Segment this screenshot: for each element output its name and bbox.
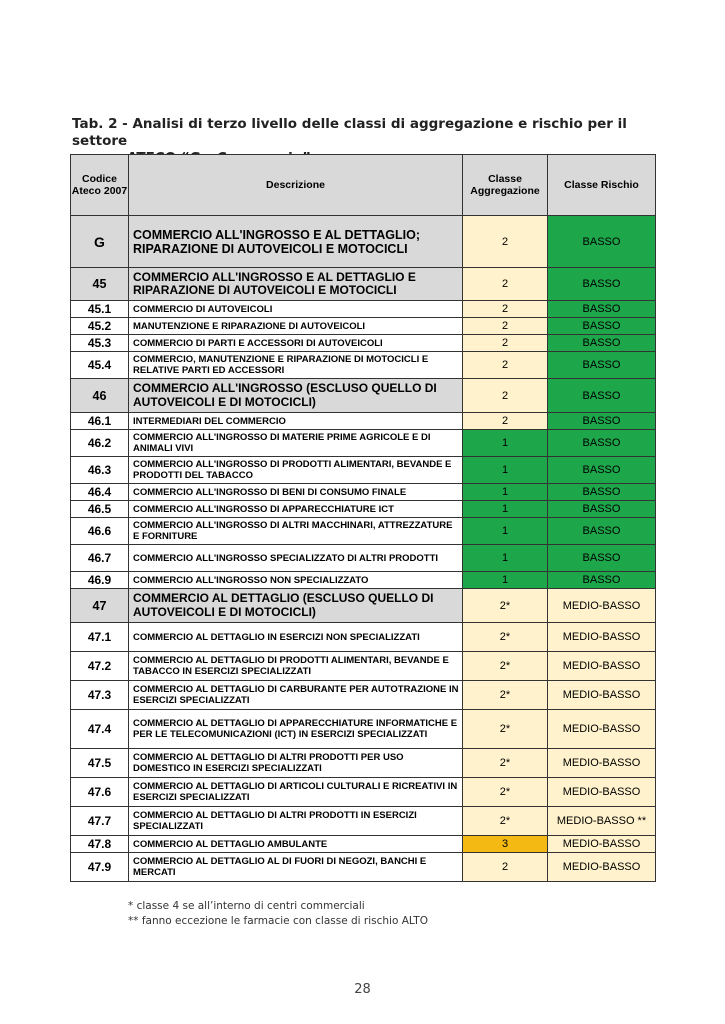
description-cell: COMMERCIO AL DETTAGLIO AL DI FUORI DI NEGOZI, BANCHI E MERCATI <box>129 853 463 882</box>
page-number: 28 <box>354 982 371 997</box>
ateco-code-cell: 47.1 <box>71 623 129 652</box>
description-cell: COMMERCIO AL DETTAGLIO DI PRODOTTI ALIMENTARI, BEVANDE E TABACCO IN ESERCIZI SPECIALIZZATI <box>129 652 463 681</box>
header-code: Codice Ateco 2007 <box>71 155 129 216</box>
table-header-row <box>71 155 656 216</box>
table-row <box>71 501 656 518</box>
table-row <box>71 853 656 882</box>
aggregation-class-cell: 2* <box>463 778 548 807</box>
ateco-code-cell: 47.2 <box>71 652 129 681</box>
table-row <box>71 268 656 301</box>
description-cell: COMMERCIO ALL'INGROSSO E AL DETTAGLIO; RIPARAZIONE DI AUTOVEICOLI E MOTOCICLI <box>129 216 463 268</box>
risk-class-cell: BASSO <box>548 457 656 484</box>
ateco-code-cell: 46.3 <box>71 457 129 484</box>
description-cell: COMMERCIO DI PARTI E ACCESSORI DI AUTOVEICOLI <box>129 335 463 352</box>
footnote-2: ** fanno eccezione le farmacie con classe di rischio ALTO <box>128 915 428 927</box>
description-cell: COMMERCIO AL DETTAGLIO IN ESERCIZI NON SPECIALIZZATI <box>129 623 463 652</box>
ateco-code-cell: 47.3 <box>71 681 129 710</box>
table-row <box>71 807 656 836</box>
aggregation-class-cell: 2 <box>463 352 548 379</box>
ateco-code-cell: 45.4 <box>71 352 129 379</box>
ateco-code-cell: 47.9 <box>71 853 129 882</box>
aggregation-class-cell: 2 <box>463 268 548 301</box>
ateco-code-cell: 46 <box>71 379 129 413</box>
risk-class-cell: BASSO <box>548 484 656 501</box>
header-risk: Classe Rischio <box>548 155 656 216</box>
risk-class-cell: BASSO <box>548 335 656 352</box>
description-cell: INTERMEDIARI DEL COMMERCIO <box>129 413 463 430</box>
header-aggregation: Classe Aggregazione <box>463 155 548 216</box>
description-cell: COMMERCIO AL DETTAGLIO AMBULANTE <box>129 836 463 853</box>
risk-class-cell: MEDIO-BASSO ** <box>548 807 656 836</box>
table-row <box>71 484 656 501</box>
aggregation-class-cell: 2* <box>463 623 548 652</box>
aggregation-class-cell: 1 <box>463 430 548 457</box>
aggregation-class-cell: 1 <box>463 572 548 589</box>
ateco-code-cell: 45.3 <box>71 335 129 352</box>
ateco-code-cell: 47.6 <box>71 778 129 807</box>
table-row <box>71 681 656 710</box>
ateco-code-cell: 47.8 <box>71 836 129 853</box>
description-cell: COMMERCIO ALL'INGROSSO NON SPECIALIZZATO <box>129 572 463 589</box>
aggregation-class-cell: 2 <box>463 301 548 318</box>
aggregation-class-cell: 2* <box>463 652 548 681</box>
aggregation-class-cell: 2* <box>463 710 548 749</box>
ateco-code-cell: 46.2 <box>71 430 129 457</box>
ateco-code-cell: G <box>71 216 129 268</box>
aggregation-class-cell: 2* <box>463 681 548 710</box>
description-cell: COMMERCIO ALL'INGROSSO DI APPARECCHIATURE ICT <box>129 501 463 518</box>
risk-class-cell: BASSO <box>548 216 656 268</box>
description-cell: COMMERCIO ALL'INGROSSO DI PRODOTTI ALIMENTARI, BEVANDE E PRODOTTI DEL TABACCO <box>129 457 463 484</box>
ateco-code-cell: 46.4 <box>71 484 129 501</box>
description-cell: COMMERCIO AL DETTAGLIO DI ALTRI PRODOTTI IN ESERCIZI SPECIALIZZATI <box>129 807 463 836</box>
table-row <box>71 778 656 807</box>
risk-class-cell: BASSO <box>548 379 656 413</box>
aggregation-class-cell: 1 <box>463 484 548 501</box>
aggregation-class-cell: 2* <box>463 807 548 836</box>
table-row <box>71 710 656 749</box>
aggregation-class-cell: 2 <box>463 853 548 882</box>
risk-class-cell: BASSO <box>548 430 656 457</box>
risk-class-cell: BASSO <box>548 545 656 572</box>
ateco-code-cell: 47.7 <box>71 807 129 836</box>
aggregation-class-cell: 2 <box>463 335 548 352</box>
description-cell: COMMERCIO ALL'INGROSSO DI MATERIE PRIME AGRICOLE E DI ANIMALI VIVI <box>129 430 463 457</box>
table-row <box>71 352 656 379</box>
table-row <box>71 652 656 681</box>
description-cell: COMMERCIO ALL'INGROSSO DI ALTRI MACCHINARI, ATTREZZATURE E FORNITURE <box>129 518 463 545</box>
description-cell: COMMERCIO AL DETTAGLIO DI CARBURANTE PER AUTOTRAZIONE IN ESERCIZI SPECIALIZZATI <box>129 681 463 710</box>
ateco-code-cell: 46.7 <box>71 545 129 572</box>
aggregation-class-cell: 2 <box>463 379 548 413</box>
aggregation-class-cell: 2 <box>463 318 548 335</box>
table-row <box>71 836 656 853</box>
ateco-code-cell: 46.9 <box>71 572 129 589</box>
description-cell: MANUTENZIONE E RIPARAZIONE DI AUTOVEICOLI <box>129 318 463 335</box>
table-row <box>71 430 656 457</box>
ateco-code-cell: 46.1 <box>71 413 129 430</box>
risk-class-cell: MEDIO-BASSO <box>548 836 656 853</box>
risk-class-cell: BASSO <box>548 352 656 379</box>
ateco-code-cell: 45 <box>71 268 129 301</box>
ateco-code-cell: 46.5 <box>71 501 129 518</box>
aggregation-class-cell: 1 <box>463 545 548 572</box>
aggregation-class-cell: 2* <box>463 749 548 778</box>
description-cell: COMMERCIO AL DETTAGLIO DI ARTICOLI CULTURALI E RICREATIVI IN ESERCIZI SPECIALIZZATI <box>129 778 463 807</box>
aggregation-class-cell: 3 <box>463 836 548 853</box>
ateco-code-cell: 47.5 <box>71 749 129 778</box>
description-cell: COMMERCIO ALL'INGROSSO DI BENI DI CONSUMO FINALE <box>129 484 463 501</box>
aggregation-class-cell: 1 <box>463 501 548 518</box>
description-cell: COMMERCIO AL DETTAGLIO DI ALTRI PRODOTTI PER USO DOMESTICO IN ESERCIZI SPECIALIZZATI <box>129 749 463 778</box>
aggregation-class-cell: 2* <box>463 589 548 623</box>
aggregation-class-cell: 2 <box>463 216 548 268</box>
table-row <box>71 379 656 413</box>
table-row <box>71 545 656 572</box>
risk-class-cell: BASSO <box>548 572 656 589</box>
footnotes <box>128 899 428 929</box>
table-row <box>71 518 656 545</box>
ateco-risk-table <box>70 154 656 882</box>
description-cell: COMMERCIO ALL'INGROSSO E AL DETTAGLIO E RIPARAZIONE DI AUTOVEICOLI E MOTOCICLI <box>129 268 463 301</box>
risk-class-cell: MEDIO-BASSO <box>548 710 656 749</box>
caption-line-1: Tab. 2 - Analisi di terzo livello delle classi di aggregazione e rischio per il settore <box>72 116 627 149</box>
table-row <box>71 623 656 652</box>
description-cell: COMMERCIO ALL'INGROSSO (ESCLUSO QUELLO DI AUTOVEICOLI E DI MOTOCICLI) <box>129 379 463 413</box>
risk-class-cell: BASSO <box>548 268 656 301</box>
risk-class-cell: BASSO <box>548 413 656 430</box>
risk-class-cell: MEDIO-BASSO <box>548 749 656 778</box>
ateco-code-cell: 45.2 <box>71 318 129 335</box>
ateco-code-cell: 46.6 <box>71 518 129 545</box>
description-cell: COMMERCIO, MANUTENZIONE E RIPARAZIONE DI MOTOCICLI E RELATIVE PARTI ED ACCESSORI <box>129 352 463 379</box>
table-row <box>71 572 656 589</box>
risk-class-cell: BASSO <box>548 501 656 518</box>
table-row <box>71 216 656 268</box>
description-cell: COMMERCIO AL DETTAGLIO DI APPARECCHIATURE INFORMATICHE E PER LE TELECOMUNICAZIONI (ICT) IN ESERCIZI SPECIALIZZATI <box>129 710 463 749</box>
ateco-code-cell: 47 <box>71 589 129 623</box>
risk-class-cell: MEDIO-BASSO <box>548 589 656 623</box>
risk-class-cell: BASSO <box>548 318 656 335</box>
table-row <box>71 749 656 778</box>
footnote-1: * classe 4 se all’interno di centri commerciali <box>128 900 365 912</box>
aggregation-class-cell: 2 <box>463 413 548 430</box>
table-row <box>71 589 656 623</box>
risk-class-cell: MEDIO-BASSO <box>548 623 656 652</box>
risk-class-cell: BASSO <box>548 301 656 318</box>
aggregation-class-cell: 1 <box>463 518 548 545</box>
risk-class-cell: MEDIO-BASSO <box>548 778 656 807</box>
table-row <box>71 318 656 335</box>
ateco-code-cell: 47.4 <box>71 710 129 749</box>
description-cell: COMMERCIO ALL'INGROSSO SPECIALIZZATO DI ALTRI PRODOTTI <box>129 545 463 572</box>
aggregation-class-cell: 1 <box>463 457 548 484</box>
table-body <box>71 216 656 882</box>
risk-class-cell: MEDIO-BASSO <box>548 652 656 681</box>
risk-class-cell: MEDIO-BASSO <box>548 681 656 710</box>
ateco-code-cell: 45.1 <box>71 301 129 318</box>
description-cell: COMMERCIO AL DETTAGLIO (ESCLUSO QUELLO DI AUTOVEICOLI E DI MOTOCICLI) <box>129 589 463 623</box>
table-row <box>71 335 656 352</box>
risk-class-cell: BASSO <box>548 518 656 545</box>
table-row <box>71 301 656 318</box>
table-row <box>71 457 656 484</box>
table-row <box>71 413 656 430</box>
risk-class-cell: MEDIO-BASSO <box>548 853 656 882</box>
header-description: Descrizione <box>129 155 463 216</box>
description-cell: COMMERCIO DI AUTOVEICOLI <box>129 301 463 318</box>
